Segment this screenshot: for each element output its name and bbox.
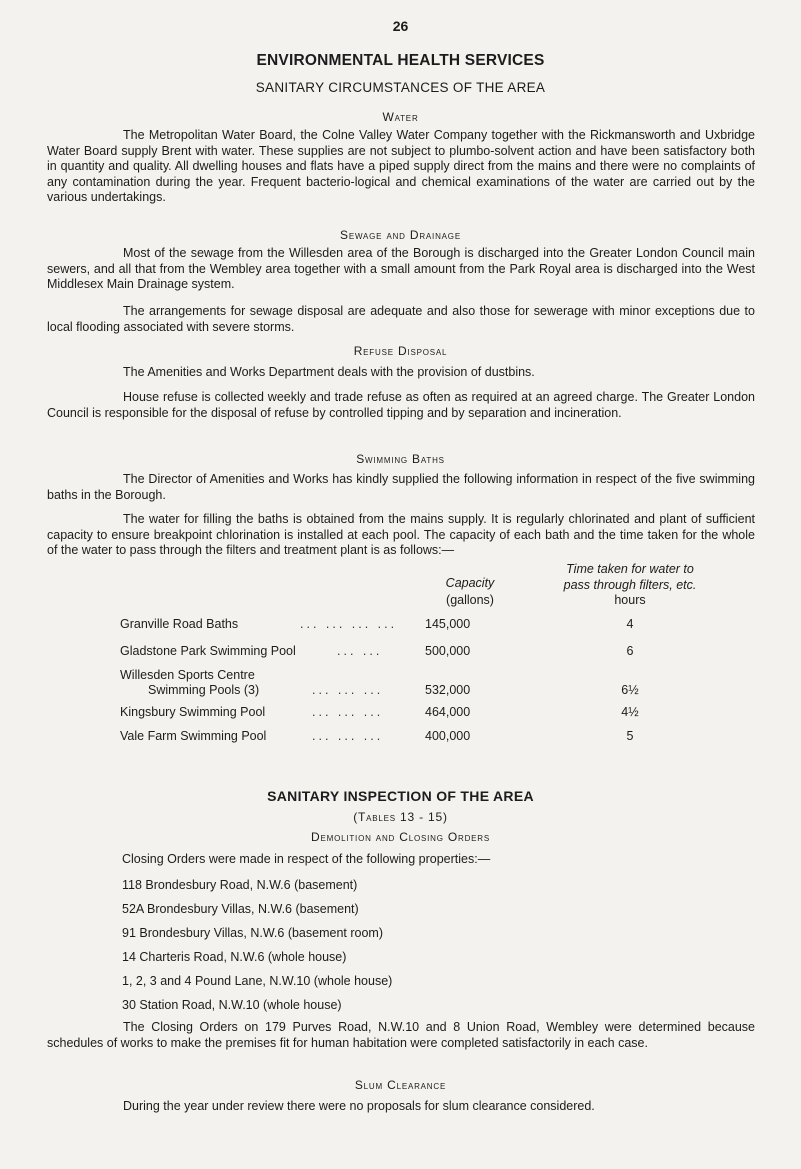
table-row-time: 6½ <box>621 683 639 697</box>
list-item: 91 Brondesbury Villas, N.W.6 (basement room) <box>122 926 383 940</box>
table-row-name-continued: Swimming Pools (3) <box>148 683 260 697</box>
heading-refuse: Refuse Disposal <box>353 344 448 358</box>
paragraph-refuse-2: House refuse is collected weekly and trade refuse as often as required at an agreed charge. The Greater London Council is responsible for the disposal of refuse by controlled tipping and by separation and incineration. <box>47 390 755 420</box>
heading-demolition-closing-orders: Demolition and Closing Orders <box>311 830 490 844</box>
table-row-name: Vale Farm Swimming Pool <box>120 729 267 743</box>
column-unit-capacity: (gallons) <box>446 593 494 607</box>
table-row-leader: ... ... <box>337 644 383 658</box>
paragraph-closing-orders-intro: Closing Orders were made in respect of the following properties:— <box>122 852 491 866</box>
table-row-capacity: 500,000 <box>425 644 471 658</box>
section-title-sanitary-circumstances: SANITARY CIRCUMSTANCES OF THE AREA <box>255 80 546 95</box>
paragraph-sewage-2: The arrangements for sewage disposal are adequate and also those for sewerage with minor exceptions due to local flooding associated with severe storms. <box>47 304 755 334</box>
paragraph-sewage-1: Most of the sewage from the Willesden area of the Borough is discharged into the Greater London Council main sewers, and all that from the Wembley area together with a small amount from the Park Royal area is discharged into the West Middlesex Main Drainage system. <box>47 246 755 291</box>
list-item: 52A Brondesbury Villas, N.W.6 (basement) <box>122 902 359 916</box>
column-header-time-line1: Time taken for water to <box>566 562 694 576</box>
table-row-time: 4 <box>626 617 634 631</box>
table-row-capacity: 145,000 <box>425 617 471 631</box>
paragraph-baths-2: The water for filling the baths is obtained from the mains supply. It is regularly chlorinated and plant of sufficient capacity to ensure breakpoint chlorination is installed at each pool. The capacity of each bath and the time taken for the whole of the water to pass through the filters and treatment plant is as follows:— <box>47 512 755 557</box>
list-item: 14 Charteris Road, N.W.6 (whole house) <box>122 950 347 964</box>
table-row-time: 5 <box>626 729 634 743</box>
heading-slum-clearance: Slum Clearance <box>354 1078 447 1092</box>
section-title-sanitary-inspection: SANITARY INSPECTION OF THE AREA <box>267 788 534 804</box>
table-row-capacity: 400,000 <box>425 729 471 743</box>
table-row-leader: ... ... ... <box>312 683 384 697</box>
table-row-name: Gladstone Park Swimming Pool <box>120 644 296 658</box>
table-row-name: Granville Road Baths <box>120 617 239 631</box>
column-unit-time: hours <box>614 593 646 607</box>
heading-sewage: Sewage and Drainage <box>340 228 461 242</box>
paragraph-slum-clearance: During the year under review there were no proposals for slum clearance considered. <box>123 1099 595 1113</box>
list-item: 1, 2, 3 and 4 Pound Lane, N.W.10 (whole house) <box>122 974 393 988</box>
page-title: ENVIRONMENTAL HEALTH SERVICES <box>256 52 545 69</box>
column-header-capacity: Capacity <box>445 576 495 590</box>
paragraph-refuse-1: The Amenities and Works Department deals with the provision of dustbins. <box>123 365 535 379</box>
table-row-name: Willesden Sports Centre <box>120 668 255 682</box>
table-row-leader: ... ... ... <box>312 729 384 743</box>
list-item: 30 Station Road, N.W.10 (whole house) <box>122 998 342 1012</box>
heading-water: Water <box>382 110 419 124</box>
paragraph-baths-1: The Director of Amenities and Works has kindly supplied the following information in respect of the five swimming baths in the Borough. <box>47 472 755 502</box>
list-item: 118 Brondesbury Road, N.W.6 (basement) <box>122 878 358 892</box>
table-row-capacity: 532,000 <box>425 683 471 697</box>
paragraph-closing-orders-determined: The Closing Orders on 179 Purves Road, N.W.10 and 8 Union Road, Wembley were determined because schedules of works to make the premises fit for human habitation were completed satisfactorily in each case. <box>47 1020 755 1050</box>
table-row-name: Kingsbury Swimming Pool <box>120 705 266 719</box>
column-header-time-line2: pass through filters, etc. <box>563 578 697 592</box>
table-row-capacity: 464,000 <box>425 705 471 719</box>
tables-reference: (Tables 13 - 15) <box>353 810 448 824</box>
table-row-leader: ... ... ... <box>312 705 384 719</box>
heading-swimming-baths: Swimming Baths <box>356 452 445 466</box>
table-row-leader: ... ... ... ... <box>300 617 398 631</box>
paragraph-water: The Metropolitan Water Board, the Colne Valley Water Company together with the Rickmansworth and Uxbridge Water Board supply Brent with water. These supplies are not subject to plumbo-solvent action and have been satisfactory both in quantity and quality. All dwelling houses and flats have a piped supply direct from the mains and there were no complaints of any contamination during the year. Frequent bacterio-logical and chemical examinations of the water are carried out by the various undertakings. <box>47 128 755 204</box>
page-number: 26 <box>392 18 409 34</box>
table-row-time: 6 <box>626 644 634 658</box>
table-row-time: 4½ <box>621 705 639 719</box>
